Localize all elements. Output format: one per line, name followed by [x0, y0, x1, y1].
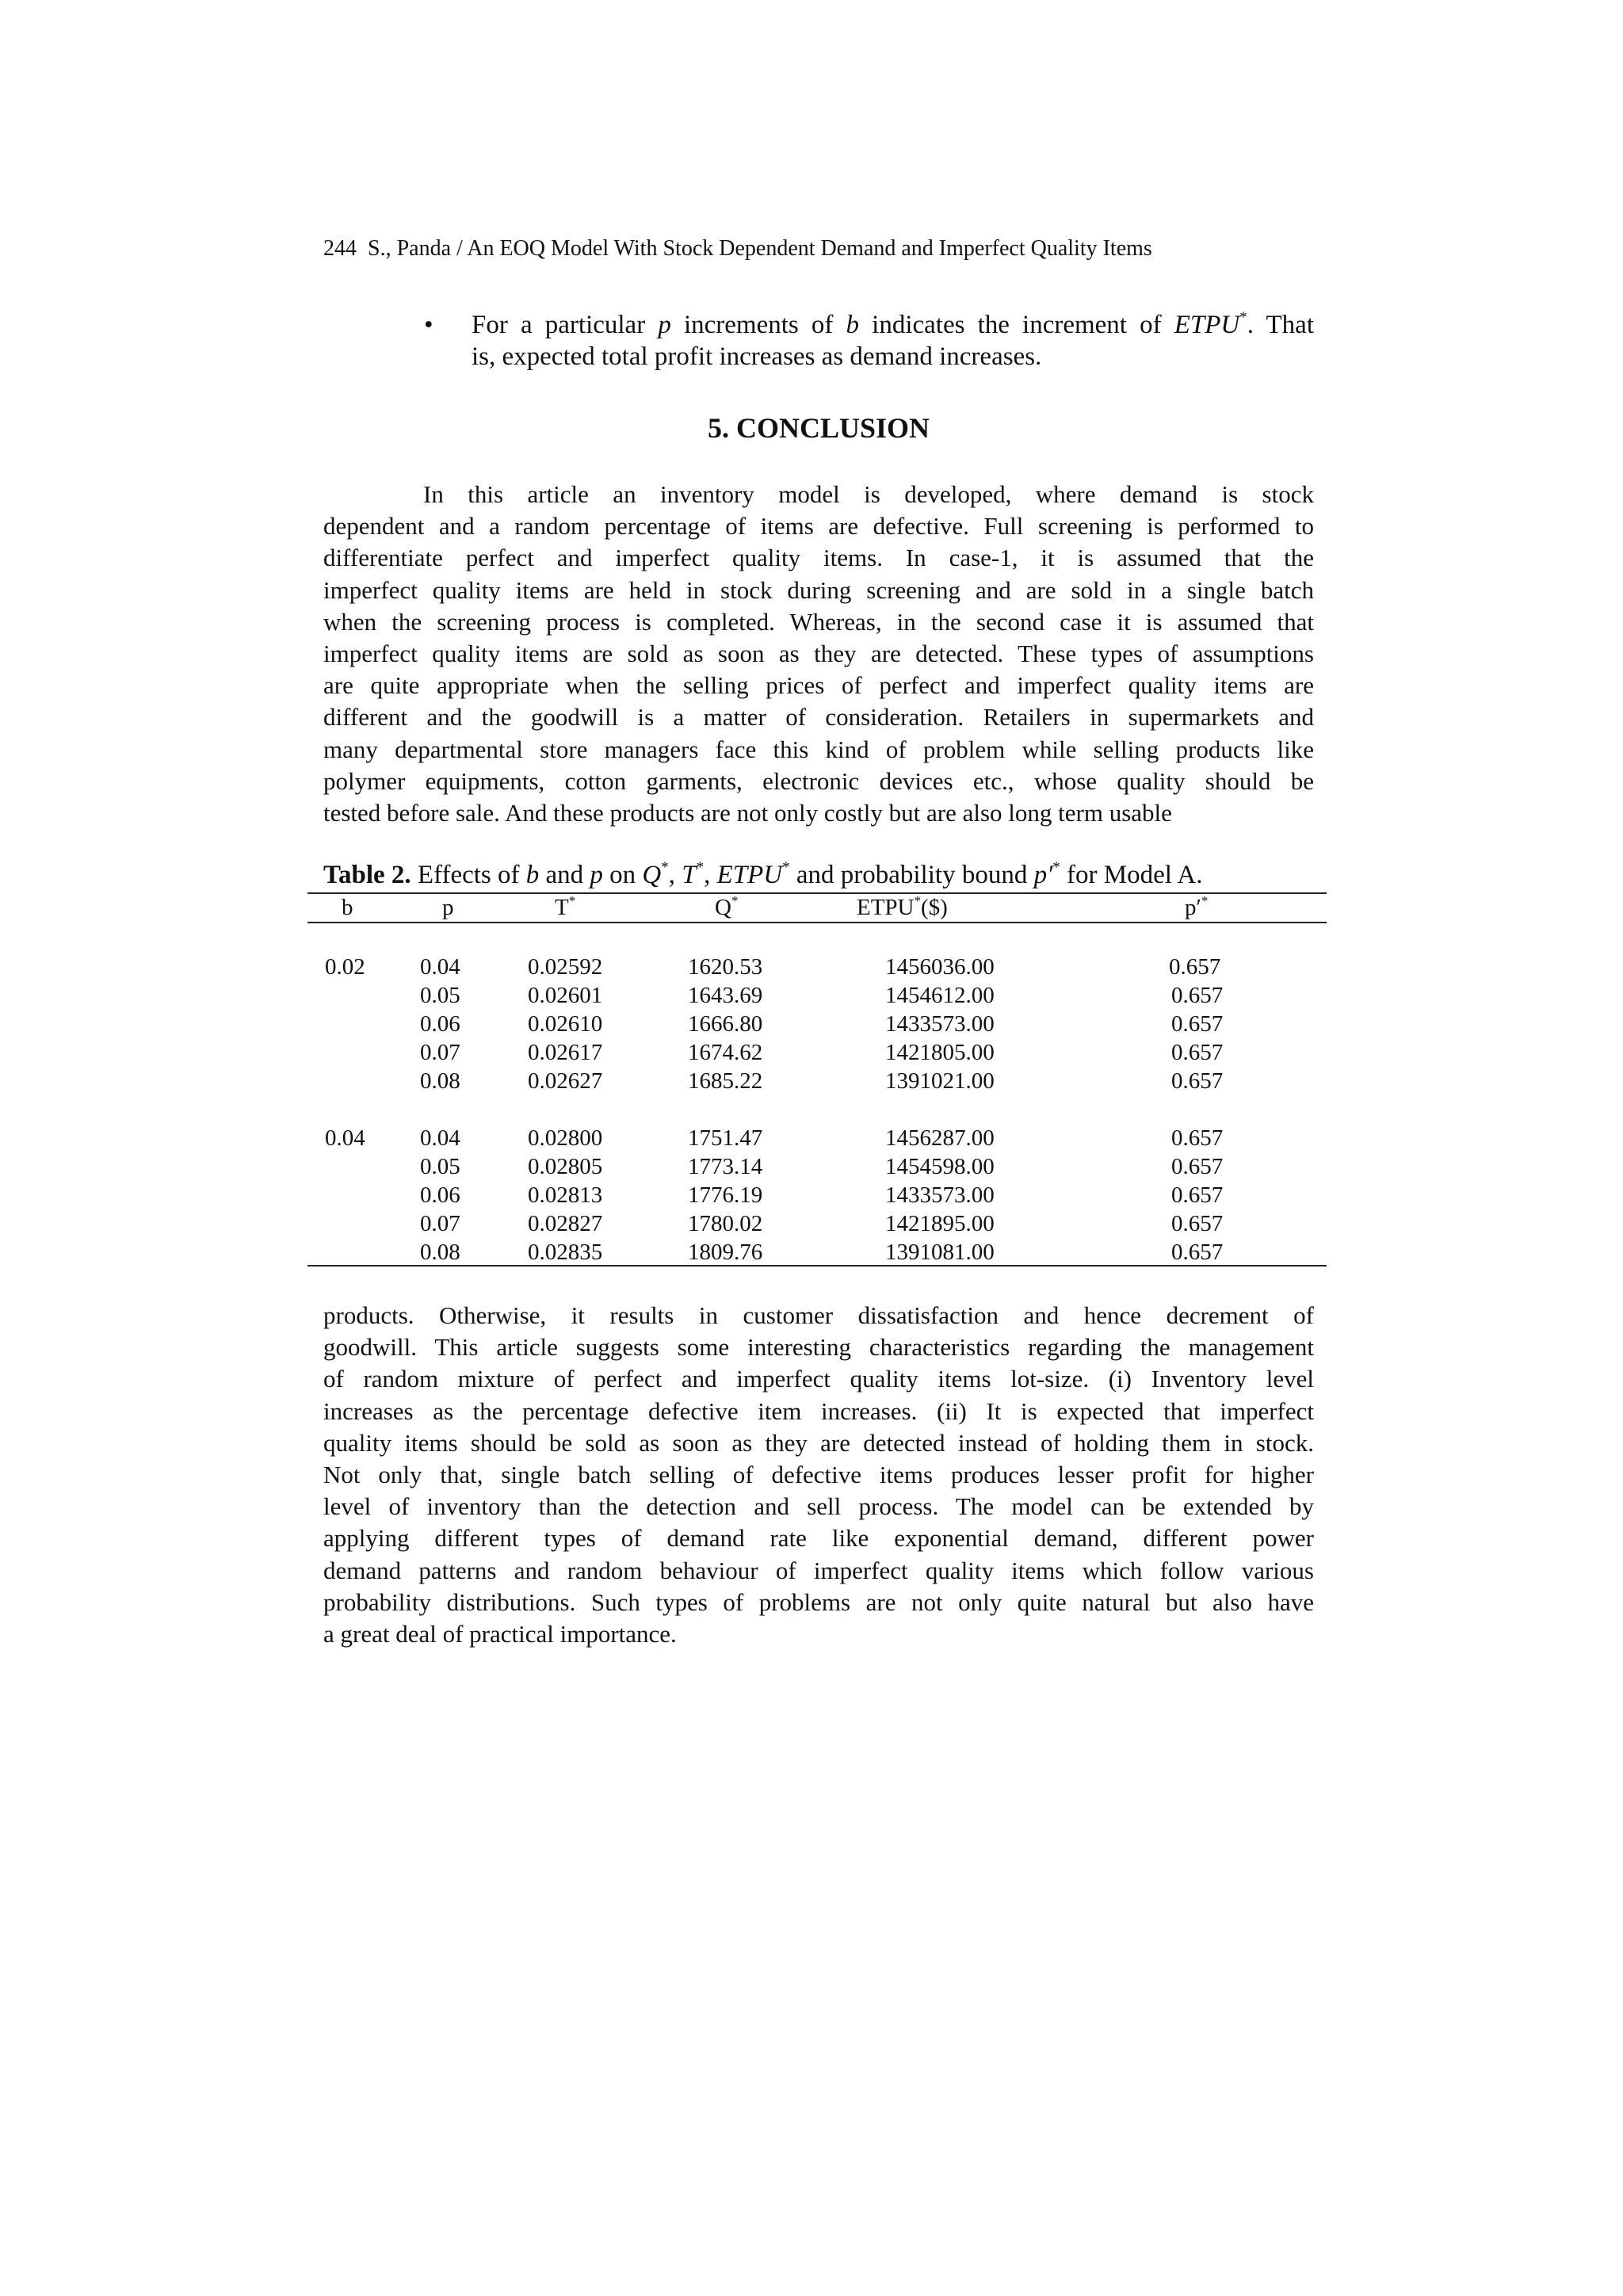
paragraph-line: applying different types of demand rate like exponential demand, different power — [323, 1524, 1314, 1553]
bullet-line-2: is, expected total profit increases as demand increases. — [472, 342, 1042, 371]
cell-t: 0.02813 — [528, 1182, 603, 1208]
cell-p: 0.07 — [420, 1211, 460, 1236]
bullet-line-1: For a particular p increments of b indicates the increment of ETPU*. That — [472, 309, 1314, 339]
cell-etpu: 1433573.00 — [885, 1182, 995, 1208]
header-p: p — [442, 895, 454, 920]
paragraph-line: quality items should be sold as soon as they are detected instead of holding them in stock. — [323, 1428, 1314, 1457]
header-b: b — [342, 895, 353, 920]
table-bottom-rule — [307, 1265, 1327, 1266]
header-q: Q* — [715, 893, 739, 920]
cell-etpu: 1433573.00 — [885, 1011, 995, 1037]
cell-t: 0.02592 — [528, 954, 603, 980]
cell-p: 0.05 — [420, 1154, 460, 1179]
cell-etpu: 1454612.00 — [885, 983, 995, 1008]
paragraph-line: products. Otherwise, it results in customer dissatisfaction and hence decrement of — [323, 1301, 1314, 1329]
table-caption: Table 2. Effects of b and p on Q*, T*, ETPU* and probability bound p′* for Model A. — [323, 859, 1203, 889]
paragraph-line: dependent and a random percentage of items are defective. Full screening is performed to — [323, 512, 1314, 541]
cell-p: 0.05 — [420, 983, 460, 1008]
cell-pprime: 0.657 — [1171, 1040, 1224, 1065]
section-title: 5. CONCLUSION — [707, 412, 930, 444]
cell-etpu: 1421895.00 — [885, 1211, 995, 1236]
cell-etpu: 1456287.00 — [885, 1125, 995, 1151]
cell-p: 0.07 — [420, 1040, 460, 1065]
paragraph-line: tested before sale. And these products are not only costly but are also long term usable — [323, 798, 1172, 827]
cell-q: 1666.80 — [688, 1011, 763, 1037]
cell-q: 1751.47 — [688, 1125, 763, 1151]
cell-etpu: 1421805.00 — [885, 1040, 995, 1065]
cell-p: 0.06 — [420, 1011, 460, 1037]
cell-pprime: 0.657 — [1171, 983, 1224, 1008]
paragraph-line: when the screening process is completed. Whereas, in the second case it is assumed that — [323, 607, 1314, 636]
cell-etpu: 1391021.00 — [885, 1068, 995, 1094]
cell-p: 0.08 — [420, 1240, 460, 1265]
paragraph-line: demand patterns and random behaviour of imperfect quality items which follow various — [323, 1556, 1314, 1584]
cell-p: 0.04 — [420, 954, 460, 980]
running-header — [323, 235, 1354, 263]
cell-q: 1773.14 — [688, 1154, 763, 1179]
paragraph-line: imperfect quality items are held in stock during screening and are sold in a single batch — [323, 575, 1314, 604]
cell-t: 0.02805 — [528, 1154, 603, 1179]
cell-pprime: 0.657 — [1171, 1182, 1224, 1208]
table-header-rule — [307, 922, 1327, 923]
cell-t: 0.02835 — [528, 1240, 603, 1265]
paragraph-line: are quite appropriate when the selling prices of perfect and imperfect quality items are — [323, 671, 1314, 700]
cell-q: 1776.19 — [688, 1182, 763, 1208]
paragraph-1 — [323, 479, 1314, 829]
cell-p: 0.06 — [420, 1182, 460, 1208]
cell-q: 1685.22 — [688, 1068, 763, 1094]
paragraph-line: probability distributions. Such types of problems are not only quite natural but also have — [323, 1587, 1314, 1616]
cell-pprime: 0.657 — [1171, 1068, 1224, 1094]
running-title: S., Panda / An EOQ Model With Stock Dependent Demand and Imperfect Quality Items — [368, 236, 1152, 261]
page-number: 244 — [323, 236, 357, 261]
header-pprime: p′* — [1185, 893, 1209, 920]
cell-pprime: 0.657 — [1171, 1211, 1224, 1236]
paragraph-line: polymer equipments, cotton garments, electronic devices etc., whose quality should be — [323, 766, 1314, 795]
paragraph-line: differentiate perfect and imperfect quality items. In case-1, it is assumed that the — [323, 544, 1314, 572]
cell-q: 1809.76 — [688, 1240, 763, 1265]
cell-t: 0.02800 — [528, 1125, 603, 1151]
cell-pprime: 0.657 — [1171, 1240, 1224, 1265]
paragraph-line: of random mixture of perfect and imperfect quality items lot-size. (i) Inventory level — [323, 1365, 1314, 1393]
cell-pprime: 0.657 — [1171, 1125, 1224, 1151]
paragraph-line: level of inventory than the detection and sell process. The model can be extended by — [323, 1492, 1314, 1521]
cell-t: 0.02617 — [528, 1040, 603, 1065]
cell-etpu: 1391081.00 — [885, 1240, 995, 1265]
cell-pprime: 0.657 — [1171, 1011, 1224, 1037]
paragraph-line: different and the goodwill is a matter of consideration. Retailers in supermarkets and — [323, 703, 1314, 732]
cell-t: 0.02601 — [528, 983, 603, 1008]
group-b-value: 0.04 — [325, 1125, 365, 1151]
bullet-text — [472, 309, 1314, 372]
cell-q: 1674.62 — [688, 1040, 763, 1065]
cell-etpu: 1454598.00 — [885, 1154, 995, 1179]
table-label: Table 2. — [323, 861, 411, 889]
paragraph-line: a great deal of practical importance. — [323, 1619, 677, 1648]
cell-t: 0.02827 — [528, 1211, 603, 1236]
paragraph-line: many departmental store managers face this kind of problem while selling products like — [323, 735, 1314, 763]
cell-p: 0.08 — [420, 1068, 460, 1094]
bullet-symbol: • — [424, 311, 433, 339]
results-table — [307, 892, 1327, 1265]
cell-t: 0.02627 — [528, 1068, 603, 1094]
group-b-value: 0.02 — [325, 954, 365, 980]
header-etpu: ETPU*($) — [857, 893, 948, 920]
header-t: T* — [555, 893, 576, 920]
paragraph-2 — [323, 1300, 1314, 1650]
cell-pprime: 0.657 — [1169, 954, 1221, 980]
paragraph-line: Not only that, single batch selling of defective items produces lesser profit for higher — [323, 1460, 1314, 1488]
cell-pprime: 0.657 — [1171, 1154, 1224, 1179]
cell-q: 1643.69 — [688, 983, 763, 1008]
paragraph-line: increases as the percentage defective item increases. (ii) It is expected that imperfect — [323, 1396, 1314, 1425]
cell-q: 1620.53 — [688, 954, 763, 980]
paragraph-line: imperfect quality items are sold as soon as they are detected. These types of assumptions — [323, 639, 1314, 667]
paragraph-line: In this article an inventory model is developed, where demand is stock — [423, 480, 1314, 508]
cell-t: 0.02610 — [528, 1011, 603, 1037]
cell-etpu: 1456036.00 — [885, 954, 995, 980]
table-top-rule — [307, 892, 1327, 894]
cell-q: 1780.02 — [688, 1211, 763, 1236]
paragraph-line: goodwill. This article suggests some interesting characteristics regarding the management — [323, 1333, 1314, 1362]
cell-p: 0.04 — [420, 1125, 460, 1151]
